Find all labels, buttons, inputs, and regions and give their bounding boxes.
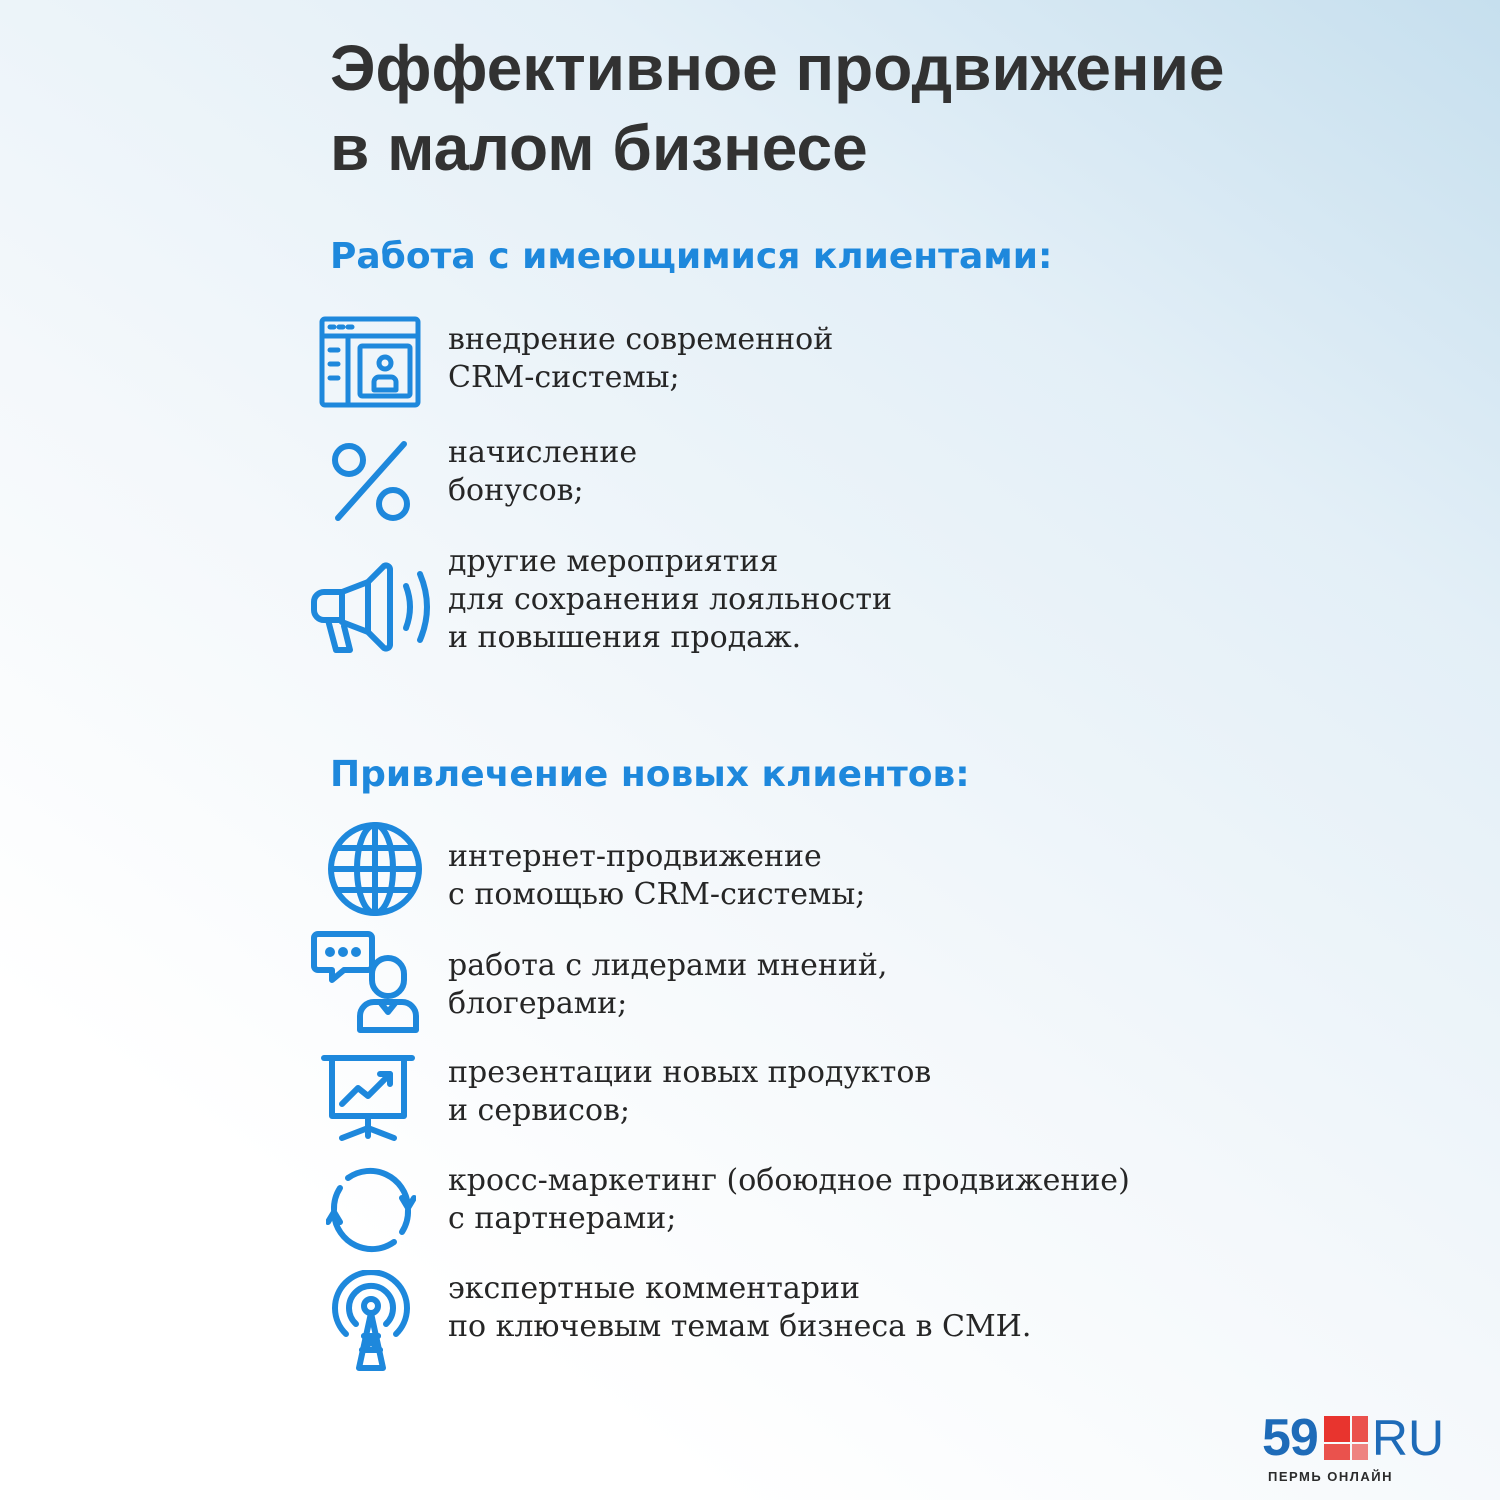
crm-window-icon (318, 316, 422, 408)
list-item-line: бонусов; (448, 473, 584, 508)
logo-suffix: RU (1371, 1410, 1445, 1466)
list-item-line: интернет-продвижение (448, 839, 822, 874)
logo-number: 59 (1262, 1409, 1318, 1467)
list-item-line: и повышения продаж. (448, 620, 802, 655)
megaphone-icon (310, 556, 436, 658)
list-item-bonuses (448, 434, 637, 510)
list-item-expert-comments (448, 1270, 1031, 1346)
speaker-chat-icon (310, 930, 434, 1034)
list-item-line: по ключевым темам бизнеса в СМИ. (448, 1309, 1032, 1344)
list-item-line: внедрение современной (448, 322, 834, 357)
list-item-loyalty (448, 543, 892, 657)
list-item-line: кросс-маркетинг (обоюдное продвижение) (448, 1163, 1130, 1198)
list-item-line: другие мероприятия (448, 544, 779, 579)
list-item-cross-marketing (448, 1162, 1130, 1238)
list-item-presentations (448, 1054, 931, 1130)
page-title-line-2: в малом бизнесе (330, 112, 868, 184)
list-item-line: с партнерами; (448, 1201, 677, 1236)
cycle-arrows-icon (326, 1166, 416, 1254)
presentation-board-icon (320, 1052, 416, 1144)
list-item-line: работа с лидерами мнений, (448, 948, 888, 983)
list-item-line: блогерами; (448, 986, 628, 1021)
list-item-line: экспертные комментарии (448, 1271, 860, 1306)
logo-mark-icon (1324, 1416, 1368, 1460)
section-heading-existing-clients: Работа с имеющимися клиентами: (330, 236, 1053, 277)
list-item-crm (448, 321, 833, 397)
list-item-line: для сохранения лояльности (448, 582, 892, 617)
section-heading-new-clients: Привлечение новых клиентов: (330, 754, 970, 795)
broadcast-tower-icon (326, 1270, 416, 1372)
page-title (330, 28, 1225, 188)
list-item-line: CRM-системы; (448, 360, 680, 395)
logo-subtitle: ПЕРМЬ ОНЛАЙН (1268, 1469, 1394, 1484)
site-logo[interactable] (1262, 1409, 1482, 1484)
list-item-line: и сервисов; (448, 1093, 631, 1128)
globe-icon (326, 820, 424, 918)
list-item-influencers (448, 947, 887, 1023)
page-title-line-1: Эффективное продвижение (330, 32, 1225, 104)
list-item-internet-promotion (448, 838, 865, 914)
list-item-line: презентации новых продуктов (448, 1055, 932, 1090)
list-item-line: с помощью CRM-системы; (448, 877, 866, 912)
list-item-line: начисление (448, 435, 638, 470)
percent-icon (326, 440, 416, 524)
